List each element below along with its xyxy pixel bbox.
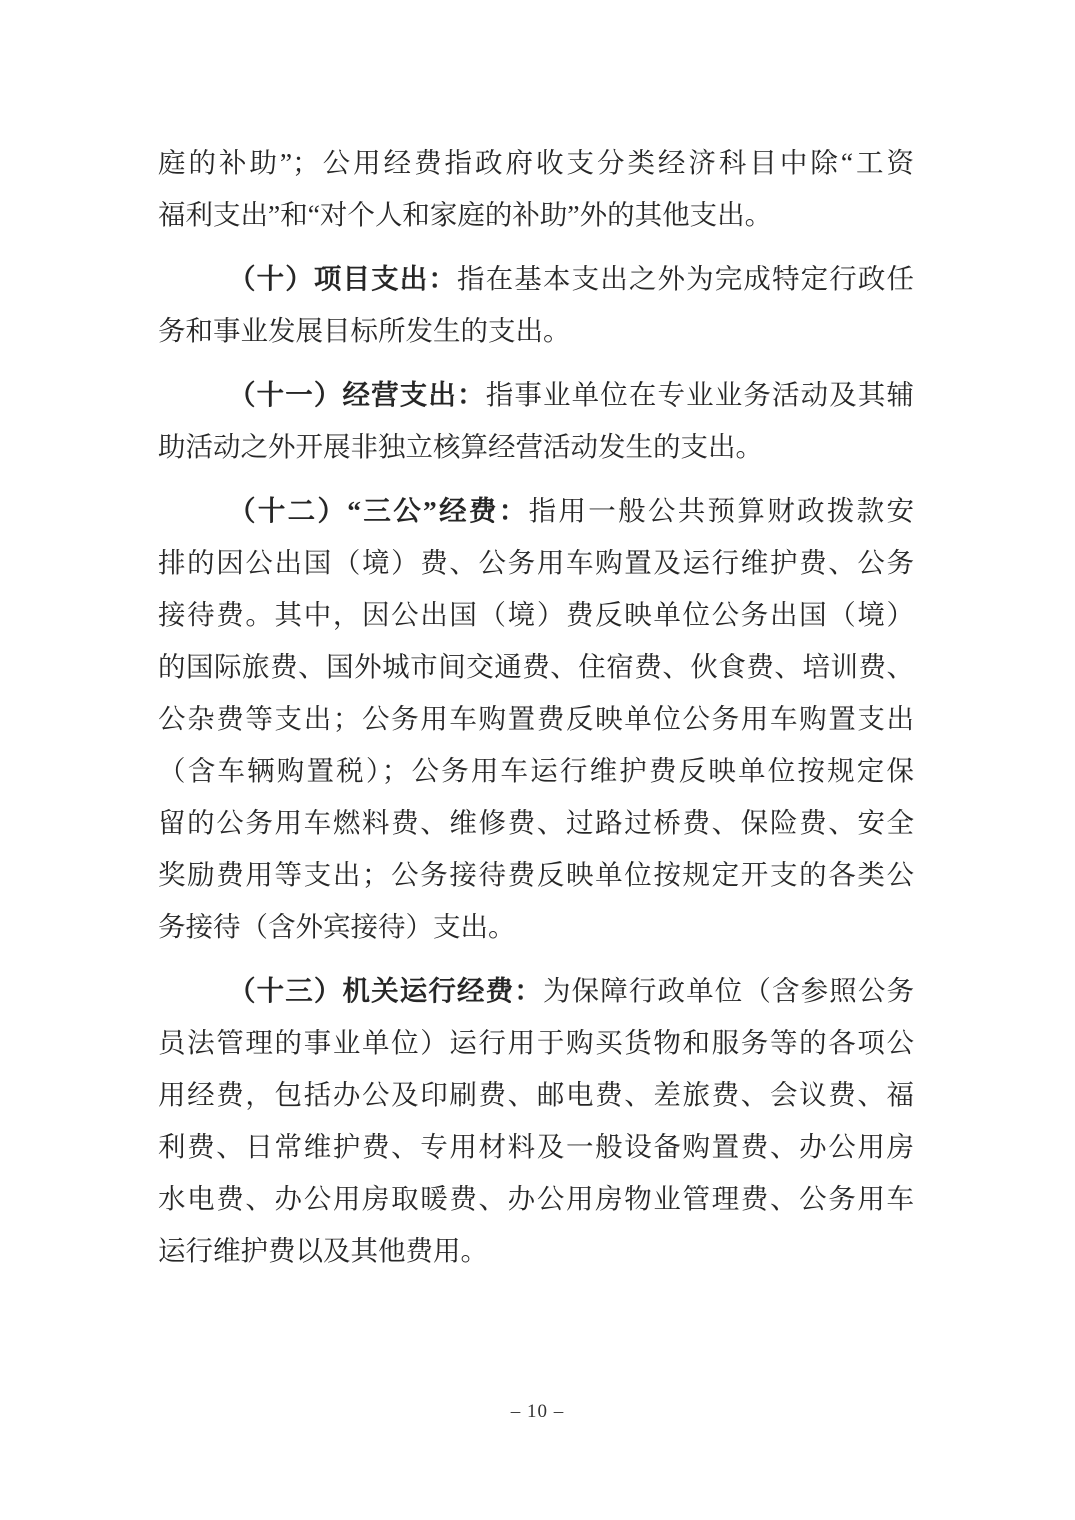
term-heading: （十三）机关运行经费： (228, 975, 543, 1006)
document-body (158, 137, 914, 1277)
text-line (158, 1225, 914, 1277)
text-line (158, 589, 914, 641)
text-segment: 利费、日常维护费、专用材料及一般设备购置费、办公用房 (158, 1131, 914, 1162)
text-line (158, 369, 914, 421)
text-line (158, 1069, 914, 1121)
text-line (158, 641, 914, 693)
paragraph (158, 253, 914, 357)
text-segment: 运行维护费以及其他费用。 (158, 1235, 488, 1266)
text-line (158, 1173, 914, 1225)
text-line (158, 421, 914, 473)
text-line (158, 693, 914, 745)
paragraph (158, 485, 914, 953)
text-line (158, 797, 914, 849)
text-segment: 用经费，包括办公及印刷费、邮电费、差旅费、会议费、福 (158, 1079, 914, 1110)
text-segment: 指事业单位在专业业务活动及其辅 (485, 379, 914, 410)
text-segment: 指在基本支出之外为完成特定行政任 (457, 263, 914, 294)
paragraph (158, 965, 914, 1277)
text-line (158, 1121, 914, 1173)
page-number: – 10 – (510, 1401, 565, 1422)
text-segment: 员法管理的事业单位）运行用于购买货物和服务等的各项公 (158, 1027, 914, 1058)
text-line (158, 253, 914, 305)
term-heading: （十）项目支出： (228, 263, 458, 294)
text-segment: 的国际旅费、国外城市间交通费、住宿费、伙食费、培训费、 (158, 651, 914, 682)
text-segment: 奖励费用等支出；公务接待费反映单位按规定开支的各类公 (158, 859, 914, 890)
term-heading: （十二）“三公”经费： (228, 495, 529, 526)
text-line (158, 745, 914, 797)
text-segment: 留的公务用车燃料费、维修费、过路过桥费、保险费、安全 (158, 807, 914, 838)
text-segment: 为保障行政单位（含参照公务 (542, 975, 914, 1006)
text-segment: 排的因公出国（境）费、公务用车购置及运行维护费、公务 (158, 547, 914, 578)
text-segment: 公杂费等支出；公务用车购置费反映单位公务用车购置支出 (158, 703, 914, 734)
text-segment: 指用一般公共预算财政拨款安 (528, 495, 914, 526)
text-segment: 庭的补助”；公用经费指政府收支分类经济科目中除“工资 (158, 147, 914, 178)
text-segment: 务和事业发展目标所发生的支出。 (158, 315, 571, 346)
text-segment: 福利支出”和“对个人和家庭的补助”外的其他支出。 (158, 199, 773, 230)
text-line (158, 305, 914, 357)
text-segment: 水电费、办公用房取暖费、办公用房物业管理费、公务用车 (158, 1183, 914, 1214)
text-line (158, 965, 914, 1017)
text-segment: 助活动之外开展非独立核算经营活动发生的支出。 (158, 431, 763, 462)
text-segment: 接待费。其中，因公出国（境）费反映单位公务出国（境） (158, 599, 914, 630)
term-heading: （十一）经营支出： (228, 379, 486, 410)
text-segment: （含车辆购置税）；公务用车运行维护费反映单位按规定保 (158, 755, 914, 786)
text-line (158, 1017, 914, 1069)
text-line (158, 901, 914, 953)
text-segment: 务接待（含外宾接待）支出。 (158, 911, 516, 942)
text-line (158, 537, 914, 589)
paragraph (158, 137, 914, 241)
text-line (158, 849, 914, 901)
paragraph (158, 369, 914, 473)
text-line (158, 485, 914, 537)
text-line (158, 137, 914, 189)
text-line (158, 189, 914, 241)
